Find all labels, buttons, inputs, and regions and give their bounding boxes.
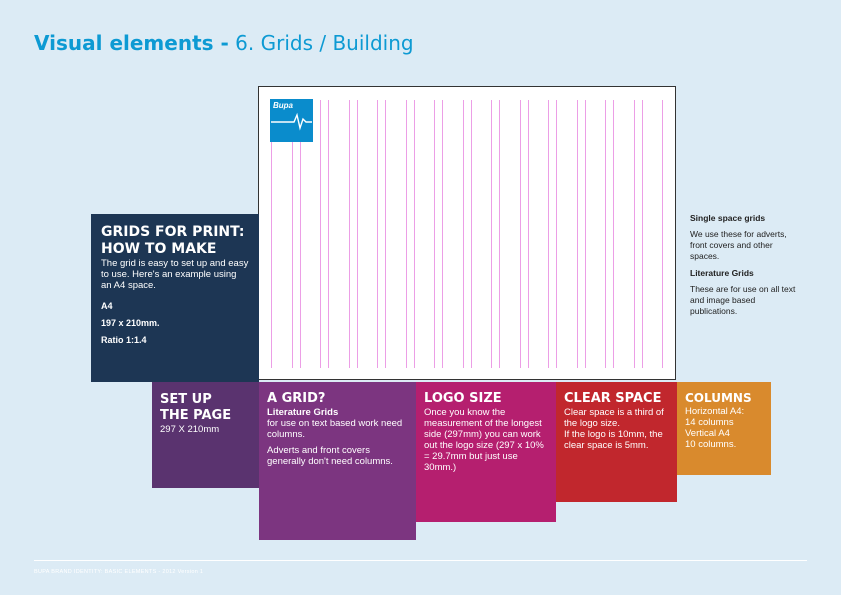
logo-size-box <box>416 382 556 522</box>
how-to-make-box <box>91 214 259 382</box>
literature-grids-heading: Literature Grids <box>690 268 754 278</box>
heartbeat-icon <box>270 111 313 131</box>
bupa-logo <box>270 99 313 142</box>
grid-page-example <box>258 86 676 380</box>
footer-divider <box>34 560 807 561</box>
logo-size-heading: LOGO SIZE <box>424 391 502 406</box>
clear-space-text-1: Clear space is a third of the logo size. <box>564 407 664 429</box>
grid-column <box>328 100 350 368</box>
page-title <box>34 31 414 55</box>
grid-column <box>442 100 464 368</box>
columns-text-1: Horizontal A4: <box>685 406 745 417</box>
clear-space-text-2: If the logo is 10mm, the clear space is 5mm. <box>564 429 663 451</box>
set-up-page-box <box>152 382 259 488</box>
literature-grids-text: These are for use on all text and image based publications. <box>690 284 796 316</box>
grid-column <box>471 100 493 368</box>
logo-size-text: Once you know the measurement of the longest side (297mm) you can work out the logo size (297 x 10% = 29.7mm but just use 30mm.) <box>424 407 544 473</box>
grid-column <box>499 100 521 368</box>
clear-space-box <box>556 382 677 502</box>
grid-subheading: Literature Grids <box>267 407 339 418</box>
how-to-spec <box>101 301 249 346</box>
how-to-heading-2: HOW TO MAKE <box>101 241 217 257</box>
columns-text-4: 10 columns. <box>685 439 737 450</box>
single-grids-heading: Single space grids <box>690 213 766 223</box>
setup-text: 297 X 210mm <box>160 424 220 435</box>
clear-space-heading: CLEAR SPACE <box>564 391 662 406</box>
spec-size: 197 x 210mm. <box>101 318 160 328</box>
logo-wordmark: Bupa <box>273 101 293 110</box>
grid-heading: A GRID? <box>267 391 326 406</box>
columns-box <box>677 382 771 475</box>
how-to-heading-1: GRIDS FOR PRINT: <box>101 224 245 240</box>
footer-text: BUPA BRAND IDENTITY: BASIC ELEMENTS - 2012 Version 1 <box>34 569 204 575</box>
columns-text-2: 14 columns <box>685 417 734 428</box>
spec-ratio: Ratio 1:1.4 <box>101 335 147 345</box>
spec-format: A4 <box>101 301 113 311</box>
setup-heading-2: THE PAGE <box>160 408 232 423</box>
page-title-bold: Visual elements - <box>34 31 229 55</box>
a-grid-box <box>259 382 416 540</box>
grid-column <box>357 100 379 368</box>
columns-text-3: Vertical A4 <box>685 428 730 439</box>
setup-heading-1: SET UP <box>160 392 212 407</box>
grid-column <box>414 100 436 368</box>
grid-column <box>528 100 550 368</box>
grid-column <box>613 100 635 368</box>
page-title-rest: 6. Grids / Building <box>235 31 414 55</box>
single-grids-text: We use these for adverts, front covers and other spaces. <box>690 229 787 261</box>
columns-heading: COLUMNS <box>685 391 752 405</box>
grid-column <box>556 100 578 368</box>
grid-column <box>585 100 607 368</box>
grid-column <box>642 100 664 368</box>
how-to-text: The grid is easy to set up and easy to use. Here's an example using an A4 space. <box>101 258 249 291</box>
grid-text-2: Adverts and front covers generally don't need columns. <box>267 445 393 467</box>
grid-column <box>385 100 407 368</box>
side-note <box>690 213 798 323</box>
grid-text-1: for use on text based work need columns. <box>267 418 403 440</box>
